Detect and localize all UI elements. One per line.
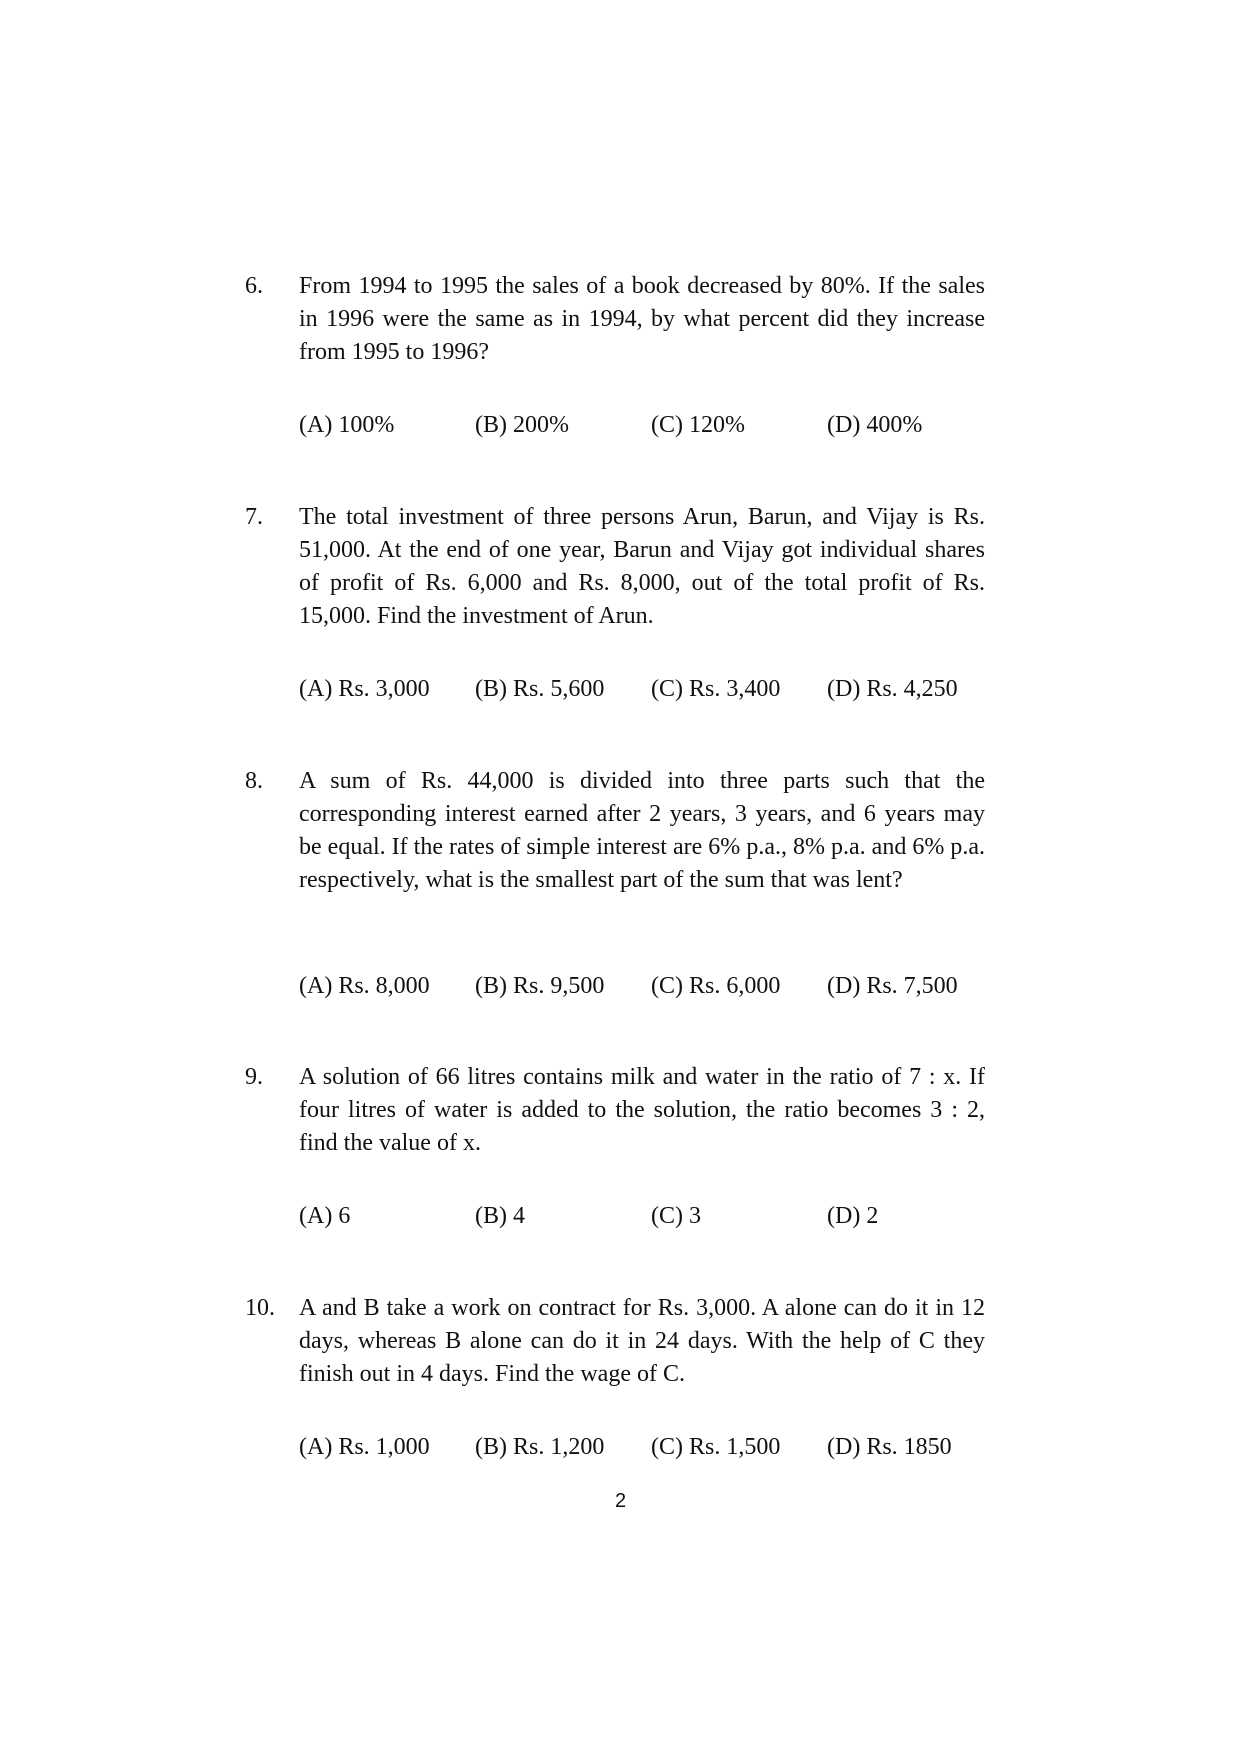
option-a: (A) Rs. 8,000 xyxy=(299,973,430,999)
option-c: (C) 3 xyxy=(651,1203,701,1229)
question-text: The total investment of three persons Arun, Barun, and Vijay is Rs. 51,000. At the end of one year, Barun and Vijay got individual shares of profit of Rs. 6,000 and Rs. 8,000, out of the total profit of Rs. 15,000. Find the investment of Arun. xyxy=(299,504,985,629)
option-b: (B) 200% xyxy=(475,412,569,438)
option-a: (A) 100% xyxy=(299,412,395,438)
page-number: 2 xyxy=(614,1490,627,1512)
option-d: (D) 400% xyxy=(827,412,923,438)
question-number: 10. xyxy=(245,1295,275,1321)
question-text: A solution of 66 litres contains milk and water in the ratio of 7 : x. If four litres of water is added to the solution, the ratio becomes 3 : 2, find the value of x. xyxy=(299,1064,985,1156)
answer-options xyxy=(299,673,999,706)
option-a: (A) 6 xyxy=(299,1203,351,1229)
option-d: (D) Rs. 7,500 xyxy=(827,973,958,999)
option-b: (B) Rs. 5,600 xyxy=(475,676,605,702)
question-number: 9. xyxy=(245,1064,263,1090)
option-b: (B) 4 xyxy=(475,1203,525,1229)
option-d: (D) 2 xyxy=(827,1203,879,1229)
answer-options xyxy=(299,1431,999,1464)
answer-options xyxy=(299,1200,999,1233)
option-c: (C) Rs. 6,000 xyxy=(651,973,781,999)
question-number: 8. xyxy=(245,768,263,794)
option-d: (D) Rs. 1850 xyxy=(827,1434,952,1460)
option-c: (C) 120% xyxy=(651,412,745,438)
question-text: A sum of Rs. 44,000 is divided into three parts such that the corresponding interest earned after 2 years, 3 years, and 6 years may be equal. If the rates of simple interest are 6% p.a., 8% p.a. and 6% p.a. respectively, what is the smallest part of the sum that was lent? xyxy=(299,768,985,893)
answer-options xyxy=(299,970,999,1003)
question-number: 6. xyxy=(245,273,263,299)
option-a: (A) Rs. 1,000 xyxy=(299,1434,430,1460)
option-b: (B) Rs. 1,200 xyxy=(475,1434,605,1460)
question-number: 7. xyxy=(245,504,263,530)
question-text: A and B take a work on contract for Rs. 3,000. A alone can do it in 12 days, whereas B alone can do it in 24 days. With the help of C they finish out in 4 days. Find the wage of C. xyxy=(299,1295,985,1387)
option-b: (B) Rs. 9,500 xyxy=(475,973,605,999)
answer-options xyxy=(299,409,999,442)
question-text: From 1994 to 1995 the sales of a book decreased by 80%. If the sales in 1996 were the same as in 1994, by what percent did they increase from 1995 to 1996? xyxy=(299,273,985,365)
option-c: (C) Rs. 1,500 xyxy=(651,1434,781,1460)
option-a: (A) Rs. 3,000 xyxy=(299,676,430,702)
option-d: (D) Rs. 4,250 xyxy=(827,676,958,702)
option-c: (C) Rs. 3,400 xyxy=(651,676,781,702)
